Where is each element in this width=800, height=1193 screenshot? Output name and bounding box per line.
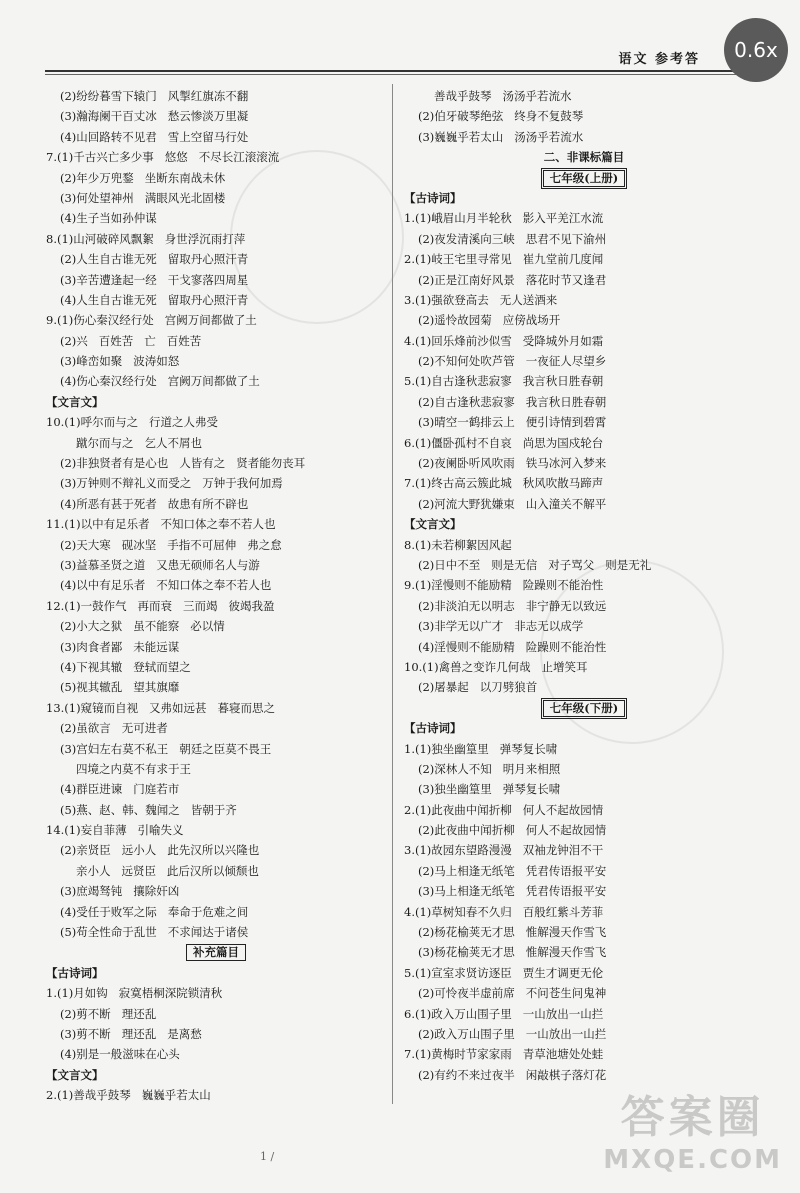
answer-line: (3)杨花榆荚无才思 惟解漫天作雪飞 xyxy=(418,945,607,960)
answer-line: (2)杨花榆荚无才思 惟解漫天作雪飞 xyxy=(418,925,607,940)
answer-line: (2)河流大野犹嫌束 山入潼关不解平 xyxy=(418,496,607,511)
zoom-level-button[interactable]: 0.6x xyxy=(724,18,788,82)
answer-line: (2)夜阑卧听风吹雨 铁马冰河入梦来 xyxy=(418,456,607,471)
answer-line: 7.(1)终古高云簇此城 秋风吹散马蹄声 xyxy=(404,476,604,491)
answer-line: (3)独坐幽篁里 弹琴复长啸 xyxy=(418,782,561,797)
answer-line: (3)峰峦如聚 波涛如怒 xyxy=(60,354,180,369)
answer-line: (4)受任于败军之际 奉命于危难之间 xyxy=(60,904,249,919)
answer-line: (2)屠暴起 以刀劈狼首 xyxy=(418,680,538,695)
answer-line: 8.(1)山河破碎风飘絮 身世浮沉雨打萍 xyxy=(46,231,246,246)
header-rule xyxy=(45,70,770,75)
answer-line: (2)夜发清溪向三峡 思君不见下渝州 xyxy=(418,231,607,246)
answer-line: 5.(1)自古逢秋悲寂寥 我言秋日胜春朝 xyxy=(404,374,604,389)
answer-line: (4)生子当如孙仲谋 xyxy=(60,211,157,226)
answer-line: (2)纷纷暮雪下辕门 风掣红旗冻不翻 xyxy=(60,89,249,103)
answer-line: 亲小人 远贤臣 此后汉所以倾颓也 xyxy=(76,863,259,878)
answer-line: (2)可怜夜半虚前席 不问苍生问鬼神 xyxy=(418,986,607,1001)
answer-line: 10.(1)呼尔而与之 行道之人弗受 xyxy=(46,415,219,430)
left-answer-column xyxy=(46,86,386,1106)
answer-line: (2)虽欲言 无可进者 xyxy=(60,721,168,736)
answer-line: (4)山回路转不见君 雪上空留马行处 xyxy=(60,129,249,144)
answer-line: (4)人生自古谁无死 留取丹心照汗青 xyxy=(60,292,249,307)
answer-line: 2.(1)善哉乎鼓琴 巍巍乎若太山 xyxy=(46,1088,211,1103)
answer-line: (2)人生自古谁无死 留取丹心照汗青 xyxy=(60,252,249,267)
answer-line: 6.(1)政入万山围子里 一山放出一山拦 xyxy=(404,1006,604,1021)
section-title-label: 补充篇目 xyxy=(186,944,246,961)
answer-line: (3)非学无以广才 非志无以成学 xyxy=(418,619,584,634)
answer-line: (4)别是一般滋味在心头 xyxy=(60,1047,180,1062)
part-heading: 二、非课标篇目 xyxy=(543,150,625,165)
answer-line: (2)遥怜故园菊 应傍战场开 xyxy=(418,313,561,328)
answer-line: (3)剪不断 理还乱 是离愁 xyxy=(60,1026,202,1041)
right-answer-column xyxy=(404,86,764,1085)
column-divider xyxy=(392,84,393,1104)
answer-line: (2)马上相逢无纸笔 凭君传语报平安 xyxy=(418,863,607,878)
answer-line: (2)此夜曲中闻折柳 何人不起故园情 xyxy=(418,823,607,838)
answer-line: 蹴尔而与之 乞人不屑也 xyxy=(76,435,202,450)
answer-line: 2.(1)岐王宅里寻常见 崔九堂前几度闻 xyxy=(404,252,604,267)
answer-line: 7.(1)黄梅时节家家雨 青草池塘处处蛙 xyxy=(404,1047,604,1062)
answer-line: 1.(1)月如钩 寂寞梧桐深院锁清秋 xyxy=(46,986,223,1001)
answer-line: 12.(1)一鼓作气 再而衰 三而竭 彼竭我盈 xyxy=(46,598,275,613)
answer-line: 14.(1)妄自菲薄 引喻失义 xyxy=(46,823,184,838)
answer-line: (5)燕、赵、韩、魏闻之 皆朝于齐 xyxy=(60,802,237,817)
answer-line: 9.(1)伤心秦汉经行处 宫阙万间都做了土 xyxy=(46,313,257,328)
answer-line: (4)下视其辙 登轼而望之 xyxy=(60,659,191,674)
category-heading: 【文言文】 xyxy=(46,394,104,409)
answer-line: 四境之内莫不有求于王 xyxy=(76,761,191,776)
answer-line: 9.(1)淫慢则不能励精 险躁则不能治性 xyxy=(404,578,604,593)
answer-line: 3.(1)故园东望路漫漫 双袖龙钟泪不干 xyxy=(404,843,604,858)
answer-line: 3.(1)强欲登高去 无人送酒来 xyxy=(404,292,558,307)
answer-line: (5)视其辙乱 望其旗靡 xyxy=(60,680,180,695)
answer-line: (2)有约不来过夜半 闲敲棋子落灯花 xyxy=(418,1067,607,1082)
answer-line: (3)万钟则不辩礼义而受之 万钟于我何加焉 xyxy=(60,476,283,491)
category-heading: 【古诗词】 xyxy=(404,190,462,205)
answer-line: 5.(1)宣室求贤访逐臣 贾生才调更无伦 xyxy=(404,965,604,980)
answer-line: 2.(1)此夜曲中闻折柳 何人不起故园情 xyxy=(404,802,604,817)
answer-line: (3)何处望神州 满眼风光北固楼 xyxy=(60,190,226,205)
section-title-label: 七年级(下册) xyxy=(541,698,627,719)
section-title xyxy=(404,168,764,188)
answer-line: 4.(1)回乐烽前沙似雪 受降城外月如霜 xyxy=(404,333,604,348)
answer-line: (2)不知何处吹芦管 一夜征人尽望乡 xyxy=(418,354,607,369)
answer-line: (3)肉食者鄙 未能远谋 xyxy=(60,639,180,654)
watermark-brand: 答案圈 xyxy=(620,1092,765,1143)
answer-line: (3)马上相逢无纸笔 凭君传语报平安 xyxy=(418,884,607,899)
answer-line: (4)伤心秦汉经行处 宫阙万间都做了土 xyxy=(60,374,260,389)
category-heading: 【文言文】 xyxy=(46,1067,104,1082)
answer-line: (3)益慕圣贤之道 又患无硕师名人与游 xyxy=(60,557,260,572)
answer-line: 1.(1)独坐幽篁里 弹琴复长啸 xyxy=(404,741,558,756)
answer-line: 6.(1)僵卧孤村不自哀 尚思为国戍轮台 xyxy=(404,435,604,450)
answer-line: (2)日中不至 则是无信 对子骂父 则是无礼 xyxy=(418,557,652,572)
page-number: 1 / xyxy=(260,1150,275,1163)
answer-line: (2)深林人不知 明月来相照 xyxy=(418,761,561,776)
section-title-label: 七年级(上册) xyxy=(541,168,627,189)
section-title xyxy=(46,942,386,962)
answer-line: (3)庶竭驽钝 攘除奸凶 xyxy=(60,884,180,899)
answer-line: 11.(1)以中有足乐者 不知口体之奉不若人也 xyxy=(46,517,276,532)
answer-line: 8.(1)未若柳絮因风起 xyxy=(404,537,512,552)
answer-line: 4.(1)草树知春不久归 百般红紫斗芳菲 xyxy=(404,904,604,919)
site-watermark xyxy=(603,1081,782,1175)
answer-line: (2)非淡泊无以明志 非宁静无以致远 xyxy=(418,598,607,613)
answer-line: (4)群臣进谏 门庭若市 xyxy=(60,782,180,797)
answer-line: (2)剪不断 理还乱 xyxy=(60,1006,157,1021)
answer-line: (4)以中有足乐者 不知口体之奉不若人也 xyxy=(60,578,272,593)
category-heading: 【古诗词】 xyxy=(46,965,104,980)
answer-line: (2)伯牙破琴绝弦 终身不复鼓琴 xyxy=(418,109,584,124)
answer-line: (2)年少万兜鍪 坐断东南战未休 xyxy=(60,170,226,185)
answer-line: (2)小大之狱 虽不能察 必以情 xyxy=(60,619,225,634)
answer-line: 7.(1)千古兴亡多少事 悠悠 不尽长江滚滚流 xyxy=(46,150,280,165)
category-heading: 【文言文】 xyxy=(404,517,462,532)
answer-line: (2)自古逢秋悲寂寥 我言秋日胜春朝 xyxy=(418,394,607,409)
answer-line: (2)非独贤者有是心也 人皆有之 贤者能勿丧耳 xyxy=(60,456,306,471)
category-heading: 【古诗词】 xyxy=(404,721,462,736)
watermark-url: MXQE.COM xyxy=(603,1145,782,1175)
answer-line: 善哉乎鼓琴 汤汤乎若流水 xyxy=(434,89,572,103)
answer-line: (2)兴 百姓苦 亡 百姓苦 xyxy=(60,333,202,348)
answer-line: 1.(1)峨眉山月半轮秋 影入平羌江水流 xyxy=(404,211,604,226)
answer-line: 13.(1)窥镜而自视 又弗如远甚 暮寝而思之 xyxy=(46,700,276,715)
answer-line: (3)瀚海阑干百丈冰 愁云惨淡万里凝 xyxy=(60,109,249,124)
answer-line: (3)晴空一鹤排云上 便引诗情到碧霄 xyxy=(418,415,607,430)
answer-line: (2)天大寒 砚冰坚 手指不可屈伸 弗之怠 xyxy=(60,537,282,552)
answer-line: (2)亲贤臣 远小人 此先汉所以兴隆也 xyxy=(60,843,260,858)
answer-line: (2)政入万山围子里 一山放出一山拦 xyxy=(418,1026,607,1041)
answer-line: (3)巍巍乎若太山 汤汤乎若流水 xyxy=(418,129,584,144)
answer-line: (3)宫妇左右莫不私王 朝廷之臣莫不畏王 xyxy=(60,741,272,756)
answer-line: (2)正是江南好风景 落花时节又逢君 xyxy=(418,272,607,287)
header-text: 语文 参考答 xyxy=(618,52,700,67)
answer-line: (5)苟全性命于乱世 不求闻达于诸侯 xyxy=(60,925,249,940)
page-header xyxy=(45,40,770,74)
answer-line: (3)辛苦遭逢起一经 干戈寥落四周星 xyxy=(60,272,249,287)
answer-line: (4)淫慢则不能励精 险躁则不能治性 xyxy=(418,639,607,654)
answer-line: (4)所恶有甚于死者 故患有所不辟也 xyxy=(60,496,249,511)
answer-line: 10.(1)禽兽之变诈几何哉 止增笑耳 xyxy=(404,659,588,674)
section-title xyxy=(404,698,764,718)
